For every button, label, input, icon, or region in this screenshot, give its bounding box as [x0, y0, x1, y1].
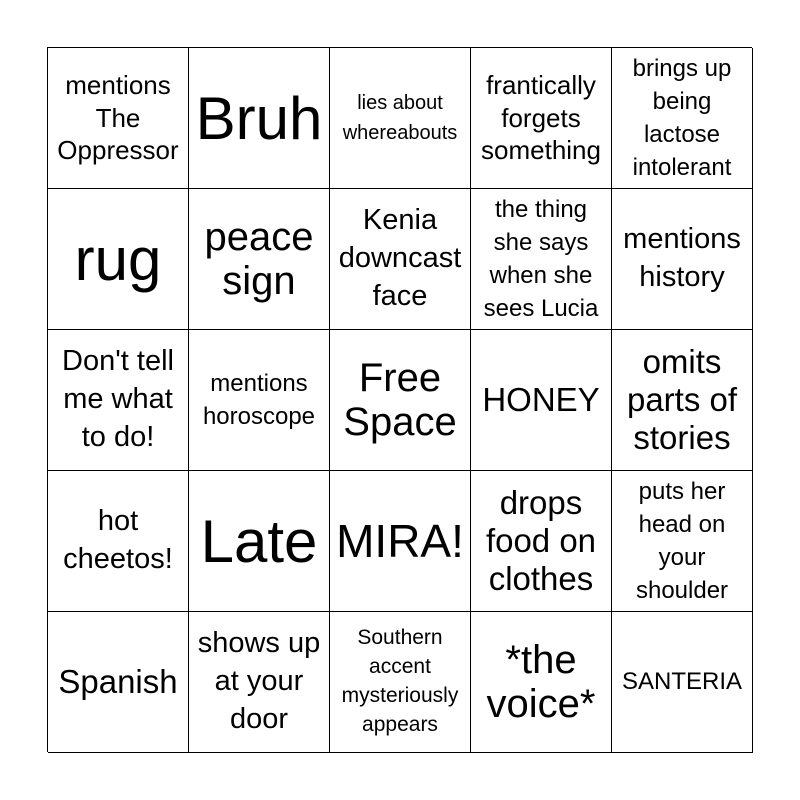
cell-text: omits parts of stories	[626, 343, 738, 456]
bingo-cell-r2c4	[471, 189, 612, 330]
bingo-cell-r4c2	[189, 471, 330, 612]
bingo-cell-r3c4	[471, 330, 612, 471]
bingo-cell-r1c1	[48, 48, 189, 189]
cell-text: Don't tell me what to do!	[62, 345, 174, 453]
bingo-cell-r3c3	[330, 330, 471, 471]
cell-text: Late	[200, 507, 318, 575]
cell-text: mentions horoscope	[202, 369, 316, 430]
cell-text: SANTERIA	[621, 668, 743, 696]
bingo-cell-r5c3	[330, 612, 471, 753]
cell-text: rug	[74, 225, 162, 293]
bingo-cell-r1c2	[189, 48, 330, 189]
bingo-cell-r5c4	[471, 612, 612, 753]
cell-text: mentions The Oppressor	[57, 70, 179, 166]
bingo-cell-r3c1	[48, 330, 189, 471]
bingo-cell-r5c1	[48, 612, 189, 753]
cell-text: peace sign	[204, 215, 314, 303]
cell-text: MIRA!	[336, 514, 464, 567]
cell-text: Kenia downcast face	[338, 204, 462, 312]
cell-text: the thing she says when she sees Lucia	[483, 195, 599, 323]
cell-text: Free Space	[343, 356, 457, 444]
cell-text: drops food on clothes	[485, 484, 597, 597]
cell-text: Southern accent mysteriously appears	[341, 626, 459, 736]
bingo-cell-r2c5	[612, 189, 753, 330]
bingo-cell-r2c1	[48, 189, 189, 330]
bingo-cell-r3c5	[612, 330, 753, 471]
cell-text: hot cheetos!	[63, 505, 173, 575]
cell-text: Bruh	[195, 84, 323, 152]
cell-text: frantically forgets something	[481, 70, 601, 166]
bingo-cell-r2c2	[189, 189, 330, 330]
cell-text: shows up at your door	[197, 627, 321, 735]
cell-text: mentions history	[623, 223, 741, 293]
bingo-cell-r4c1	[48, 471, 189, 612]
bingo-cell-r5c2	[189, 612, 330, 753]
bingo-cell-r4c4	[471, 471, 612, 612]
cell-text: Spanish	[58, 663, 178, 701]
bingo-cell-r5c5	[612, 612, 753, 753]
bingo-cell-r1c5	[612, 48, 753, 189]
bingo-cell-r4c5	[612, 471, 753, 612]
bingo-cell-r4c3	[330, 471, 471, 612]
bingo-board	[47, 47, 752, 752]
cell-text: puts her head on your shoulder	[635, 477, 729, 605]
cell-text: *the voice*	[486, 638, 596, 726]
cell-text: HONEY	[482, 381, 600, 419]
cell-text: brings up being lactose intolerant	[632, 54, 732, 182]
cell-text: lies about whereabouts	[342, 92, 458, 144]
bingo-cell-r1c4	[471, 48, 612, 189]
bingo-cell-r2c3	[330, 189, 471, 330]
bingo-cell-r1c3	[330, 48, 471, 189]
bingo-cell-r3c2	[189, 330, 330, 471]
